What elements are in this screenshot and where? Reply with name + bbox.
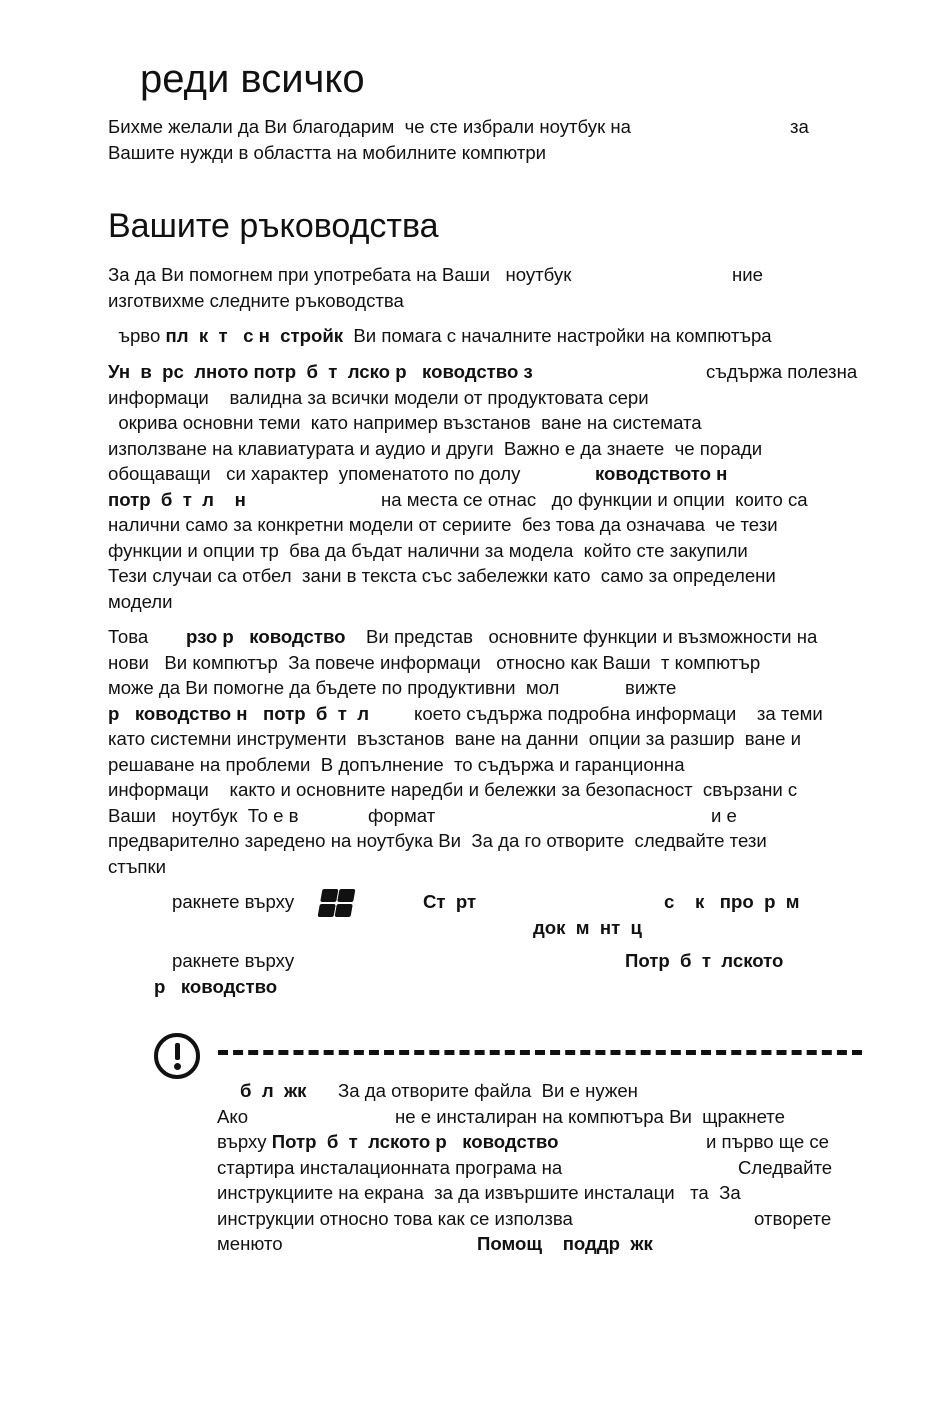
setup-guide-title: пл к т с н стройк — [165, 325, 344, 346]
note-line-6: инструкции относно това как се използва — [217, 1208, 573, 1229]
guides-intro-line-1-end: ние — [732, 264, 763, 285]
universal-line-4: използване на клавиатурата и аудио и други Важно е да знаете че поради — [108, 438, 763, 459]
quick-line-2: нови Ви компютър За повече информаци относно как Ваши т компютър — [108, 652, 761, 673]
note-line-2a: Ако — [217, 1106, 249, 1127]
quick-bold-2: р ководство н потр б т л — [108, 703, 370, 724]
note-line-2b: не е инсталиран на компютъра Ви щракнете — [395, 1106, 785, 1127]
quick-line-1-bold — [186, 626, 346, 648]
note-line-3-end: и първо ще се — [706, 1131, 829, 1152]
universal-guide-bold: Ун в рс лното потр б т лско р ководство з — [108, 361, 533, 382]
quick-guide-title: рзо р ководство — [186, 626, 346, 647]
quick-line-7: информаци както и основните наредби и бележки за безопасност свързани с — [108, 779, 798, 800]
documentation-label: док м нт ц — [533, 917, 642, 938]
guides-intro-line-2: изготвихме следните ръководства — [108, 290, 404, 311]
quick-line-8a: Ваши ноутбук То е в — [108, 805, 299, 826]
universal-guide-title — [108, 361, 533, 383]
quick-line-3: може да Ви помогне да бъдете по продуктивни мол — [108, 677, 560, 698]
note-line-5: инструкциите на екрана за да извършите инсталаци та За — [217, 1182, 741, 1203]
quick-line-10: стъпки — [108, 856, 167, 877]
universal-line-3: окрива основни теми като например възстанов ване на системата — [108, 412, 702, 433]
note-label — [240, 1080, 306, 1102]
step-2-bold — [625, 950, 783, 972]
intro-line-2: Вашите нужди в областта на мобилните компютри — [108, 142, 547, 163]
setup-pre: ърво — [108, 325, 166, 346]
quick-line-9: предварително заредено на ноутбука Ви За да го отворите следвайте тези — [108, 830, 767, 851]
page-title: реди всичко — [140, 57, 365, 101]
start-label: Ст рт — [423, 891, 477, 912]
note-line-4: стартира инсталационната програма на — [217, 1157, 563, 1178]
windows-logo-icon — [315, 888, 356, 918]
quick-line-3-end: вижте — [625, 677, 677, 698]
user-guide-label: Потр б т лското — [625, 950, 784, 971]
quick-line-8b: формат — [368, 805, 436, 826]
step-1-text: ракнете върху — [172, 891, 295, 912]
guides-intro-line-1: За да Ви помогнем при употребата на Ваши ноутбук — [108, 264, 572, 285]
step-2-text: ракнете върху — [172, 950, 295, 971]
step-1-documentation — [533, 917, 642, 939]
note-line-6-end: отворете — [754, 1208, 832, 1229]
intro-line-1: Бихме желали да Ви благодарим че сте избрали ноутбук на — [108, 116, 631, 137]
quick-line-8c: и е — [711, 805, 737, 826]
user-guide-label-2: р ководство — [154, 976, 278, 997]
note-line-7-bold — [477, 1233, 653, 1255]
universal-line-5: обощаващи си характер упоменатото по долу — [108, 463, 521, 484]
note-divider — [218, 1050, 862, 1055]
step-1-start — [423, 891, 476, 913]
setup-guide-line — [108, 325, 772, 347]
universal-line-5-bold — [595, 463, 727, 485]
quick-line-4-bold — [108, 703, 369, 725]
quick-line-4: което съдържа подробна информаци за теми — [414, 703, 823, 724]
universal-bold-3: потр б т л н — [108, 489, 246, 510]
note-title: б л жк — [240, 1080, 307, 1101]
quick-line-1-post: Ви представ основните функции и възможности на — [366, 626, 818, 647]
quick-line-5: като системни инструменти възстанов ване на данни опции за разшир ване и — [108, 728, 801, 749]
universal-line-10: модели — [108, 591, 173, 612]
universal-line-8: функции и опции тр бва да бъдат налични за модела който сте закупили — [108, 540, 748, 561]
universal-line-6-bold — [108, 489, 246, 511]
note-line-1: За да отворите файла Ви е нужен — [338, 1080, 638, 1101]
note-line-3 — [217, 1131, 558, 1153]
note-line-7: менюто — [217, 1233, 283, 1254]
setup-post: Ви помага с началните настройки на компютъра — [343, 325, 772, 346]
note-line-3-bold: Потр б т лското р ководство — [271, 1131, 559, 1152]
universal-line-9: Тези случаи са отбел зани в текста със забележки като само за определени — [108, 565, 776, 586]
intro-line-1-end: за — [790, 116, 809, 137]
universal-line-2: информаци валидна за всички модели от продуктовата сери — [108, 387, 649, 408]
quick-line-6: решаване на проблеми В допълнение то съдържа и гаранционна — [108, 754, 685, 775]
step-2-bold-row2 — [154, 976, 277, 998]
step-1-programs — [664, 891, 800, 913]
exclamation-circle-icon — [154, 1033, 200, 1079]
universal-line-1-end: съдържа полезна — [706, 361, 858, 382]
note-line-4-end: Следвайте — [738, 1157, 833, 1178]
universal-bold-2: ководството н — [595, 463, 728, 484]
section-heading-guides: Вашите ръководства — [108, 207, 439, 245]
quick-line-1: Това — [108, 626, 149, 647]
help-support-label: Помощ поддр жк — [477, 1233, 653, 1254]
universal-line-6: на места се отнас до функции и опции които са — [381, 489, 808, 510]
programs-label: с к про р м — [664, 891, 800, 912]
note-line-3-pre: върху — [217, 1131, 267, 1152]
universal-line-7: налични само за конкретни модели от сериите без това да означава че тези — [108, 514, 778, 535]
